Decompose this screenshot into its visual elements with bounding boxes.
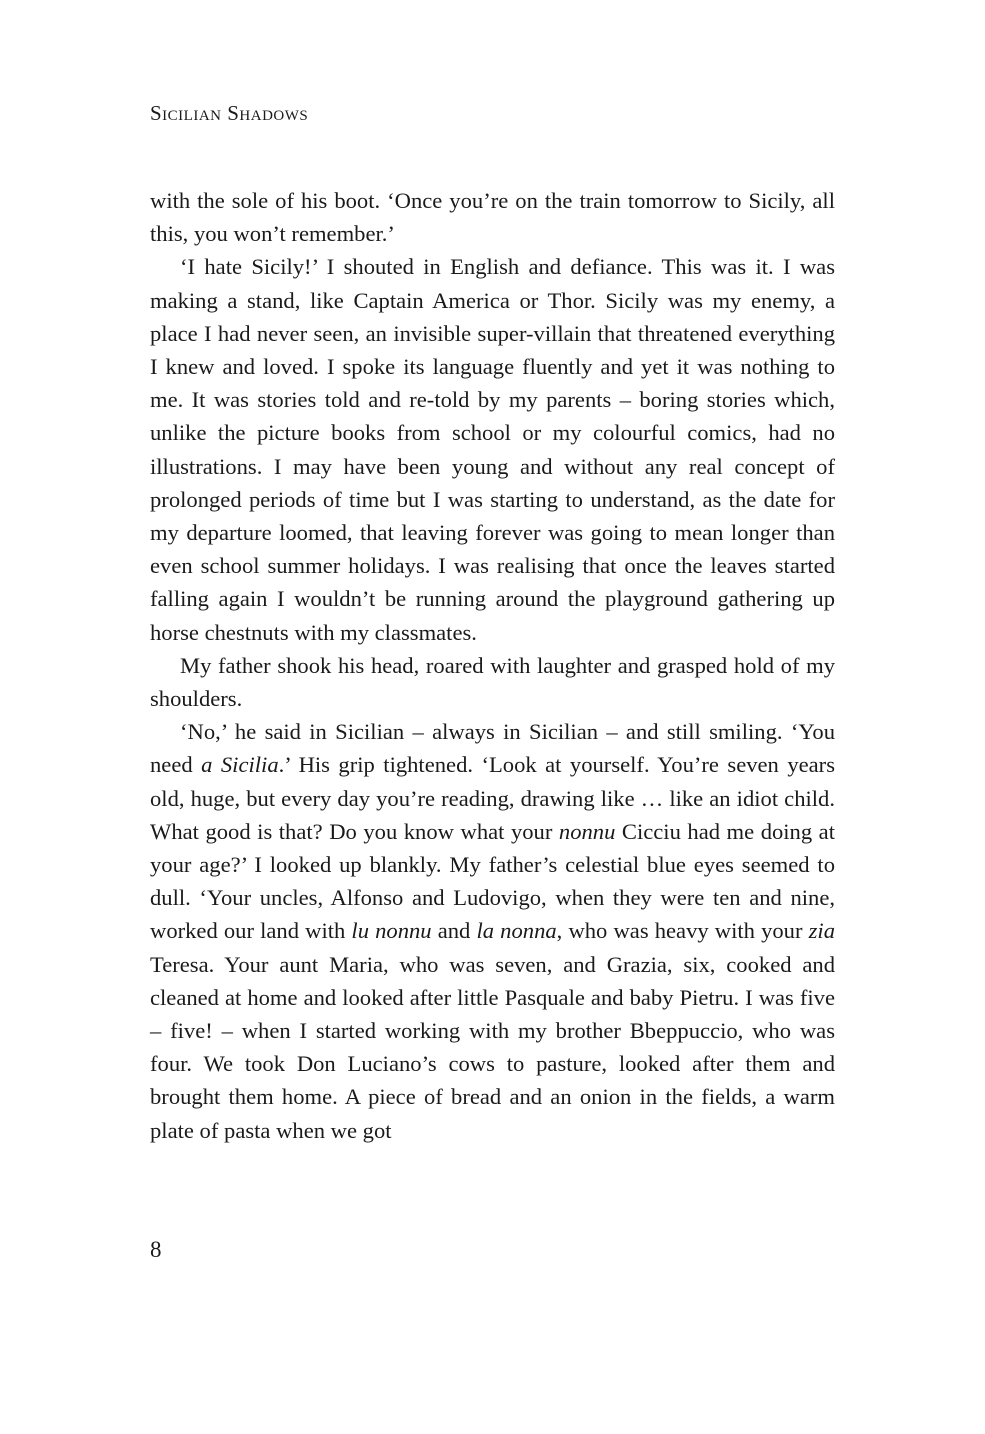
text-run: My father shook his head, roared with laughter and grasped hold of my shoulders. xyxy=(150,652,835,712)
text-run: ‘No,’ he said in Sicilian – always in Sicilian – and still smiling. ‘You need xyxy=(150,719,835,778)
text-run: ‘I hate Sicily!’ I shouted in English and defiance. This was it. I was making a stand, like Captain America or Thor. Sicily was my enemy, a place I had never seen, an invisible super-villain that threatened everything I knew and loved. I spoke its language fluently and yet it was nothing to me. It was stories told and re-told by my parents – boring stories which, unlike the picture books from school or my colourful comics, had no illustrations. I may have been young and without any real concept of prolonged periods of time but I was starting to understand, as the date for my departure loomed, that leaving forever was going to mean longer than even school summer holidays. I was realising that once the leaves started falling again I wouldn’t be running around the playground gathering up horse chestnuts with my classmates. xyxy=(150,254,835,645)
body-text xyxy=(150,184,835,1147)
paragraph xyxy=(150,250,835,648)
italic-phrase: la nonna xyxy=(476,918,557,944)
italic-phrase: nonnu xyxy=(558,818,616,844)
italic-phrase: a Sicilia xyxy=(201,752,279,778)
text-run: and xyxy=(431,918,477,944)
text-run: Cicciu had me doing at your age?’ I looked up blankly. My father’s celestial blue eyes seemed to dull. ‘Your uncles, Alfonso and Ludovigo, when they were ten and nine, worked our land with xyxy=(150,818,835,944)
paragraph xyxy=(150,184,835,250)
page-number: 8 xyxy=(150,1237,162,1262)
italic-phrase: lu nonnu xyxy=(351,918,432,944)
text-run: .’ His grip tightened. ‘Look at yourself. You’re seven years old, huge, but every day you’re reading, drawing like … like an idiot child. What good is that? Do you know what your xyxy=(150,752,835,844)
text-run: Teresa. Your aunt Maria, who was seven, and Grazia, six, cooked and cleaned at home and looked after little Pasquale and baby Pietru. I was five – five! – when I started working with my brother Bbeppuccio, who was four. We took Don Luciano’s cows to pasture, looked after them and brought them home. A piece of bread and an onion in the fields, a warm plate of pasta when we got xyxy=(150,951,835,1143)
text-run: , who was heavy with your xyxy=(556,918,809,944)
italic-phrase: zia xyxy=(808,918,835,944)
paragraph xyxy=(150,649,835,715)
text-run: with the sole of his boot. ‘Once you’re on the train tomorrow to Sicily, all this, you won’t remember.’ xyxy=(150,188,835,247)
paragraph xyxy=(150,715,835,1147)
running-head: Sicilian Shadows xyxy=(150,101,309,125)
